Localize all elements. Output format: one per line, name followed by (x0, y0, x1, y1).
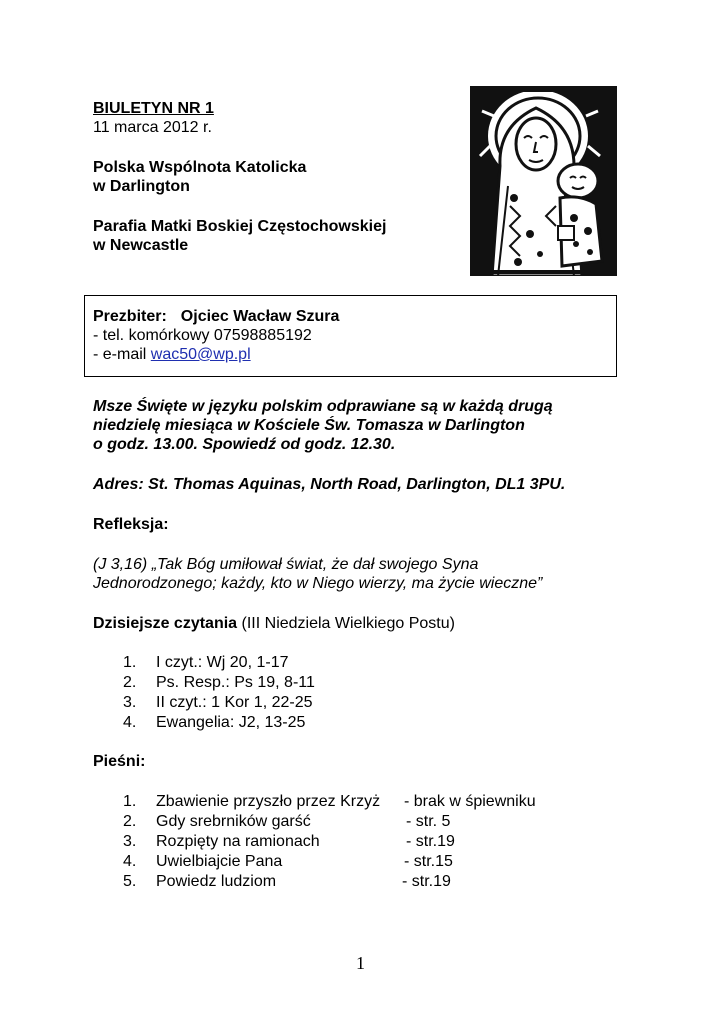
reflection-heading: Refleksja: (93, 516, 169, 533)
priest-line (93, 307, 339, 327)
readings-subtitle: (III Niedziela Wielkiego Postu) (237, 615, 455, 632)
song-reference: - str. 5 (406, 813, 451, 830)
reflection-line-1: (J 3,16) „Tak Bóg umiłował świat, że dał swojego Syna (93, 556, 479, 573)
reading-number: 2. (123, 674, 137, 691)
song-reference: - brak w śpiewniku (404, 793, 536, 810)
mass-info-line-3: o godz. 13.00. Spowiedź od godz. 12.30. (93, 436, 396, 453)
song-title: Powiedz ludziom (156, 873, 277, 890)
song-title: Uwielbiajcie Pana (156, 853, 283, 870)
page-number: 1 (356, 953, 365, 973)
song-number: 5. (123, 873, 137, 890)
email-line (93, 345, 251, 365)
songs-heading: Pieśni: (93, 753, 146, 770)
song-item (123, 872, 276, 892)
reading-number: 3. (123, 694, 137, 711)
parish-name: Parafia Matki Boskiej Częstochowskiej (93, 218, 387, 235)
song-number: 2. (123, 813, 137, 830)
email-link[interactable]: wac50@wp.pl (150, 346, 251, 363)
song-title: Zbawienie przyszło przez Krzyż (156, 793, 381, 810)
community-location: w Darlington (93, 178, 190, 195)
song-item (123, 812, 311, 832)
priest-label: Prezbiter: (93, 308, 167, 325)
reflection-line-2: Jednorodzonego; każdy, kto w Niego wierzy, ma życie wieczne” (93, 575, 543, 592)
community-name: Polska Wspólnota Katolicka (93, 159, 307, 176)
parish-location: w Newcastle (93, 237, 189, 254)
mass-info-line-1: Msze Święte w języku polskim odprawiane są w każdą drugą (93, 398, 553, 415)
song-reference: - str.15 (404, 853, 453, 870)
reading-item (123, 693, 313, 713)
song-reference: - str.19 (406, 833, 455, 850)
reading-text: II czyt.: 1 Kor 1, 22-25 (156, 694, 313, 711)
bulletin-date: 11 marca 2012 r. (93, 119, 212, 136)
bulletin-title: BIULETYN NR 1 (93, 100, 214, 117)
reading-number: 4. (123, 714, 137, 731)
phone-line: - tel. komórkowy 07598885192 (93, 327, 312, 344)
song-reference: - str.19 (402, 873, 451, 890)
song-number: 3. (123, 833, 137, 850)
song-item (123, 792, 380, 812)
song-title: Rozpięty na ramionach (156, 833, 320, 850)
mass-info-line-2: niedzielę miesiąca w Kościele Św. Tomasza w Darlington (93, 417, 525, 434)
song-number: 4. (123, 853, 137, 870)
song-number: 1. (123, 793, 137, 810)
readings-heading: Dzisiejsze czytania (93, 615, 238, 632)
reading-text: I czyt.: Wj 20, 1-17 (156, 654, 289, 671)
madonna-icon (470, 86, 617, 276)
reading-number: 1. (123, 654, 137, 671)
song-item (123, 852, 282, 872)
reading-text: Ps. Resp.: Ps 19, 8-11 (156, 674, 315, 691)
reading-item (123, 713, 305, 733)
address-line: Adres: St. Thomas Aquinas, North Road, Darlington, DL1 3PU. (93, 476, 566, 493)
reading-item (123, 653, 288, 673)
priest-name: Ojciec Wacław Szura (180, 308, 340, 325)
reading-item (123, 673, 315, 693)
readings-heading-line (93, 614, 455, 634)
song-item (123, 832, 320, 852)
reading-text: Ewangelia: J2, 13-25 (156, 714, 306, 731)
email-prefix: - e-mail (93, 346, 151, 363)
song-title: Gdy srebrników garść (156, 813, 311, 830)
